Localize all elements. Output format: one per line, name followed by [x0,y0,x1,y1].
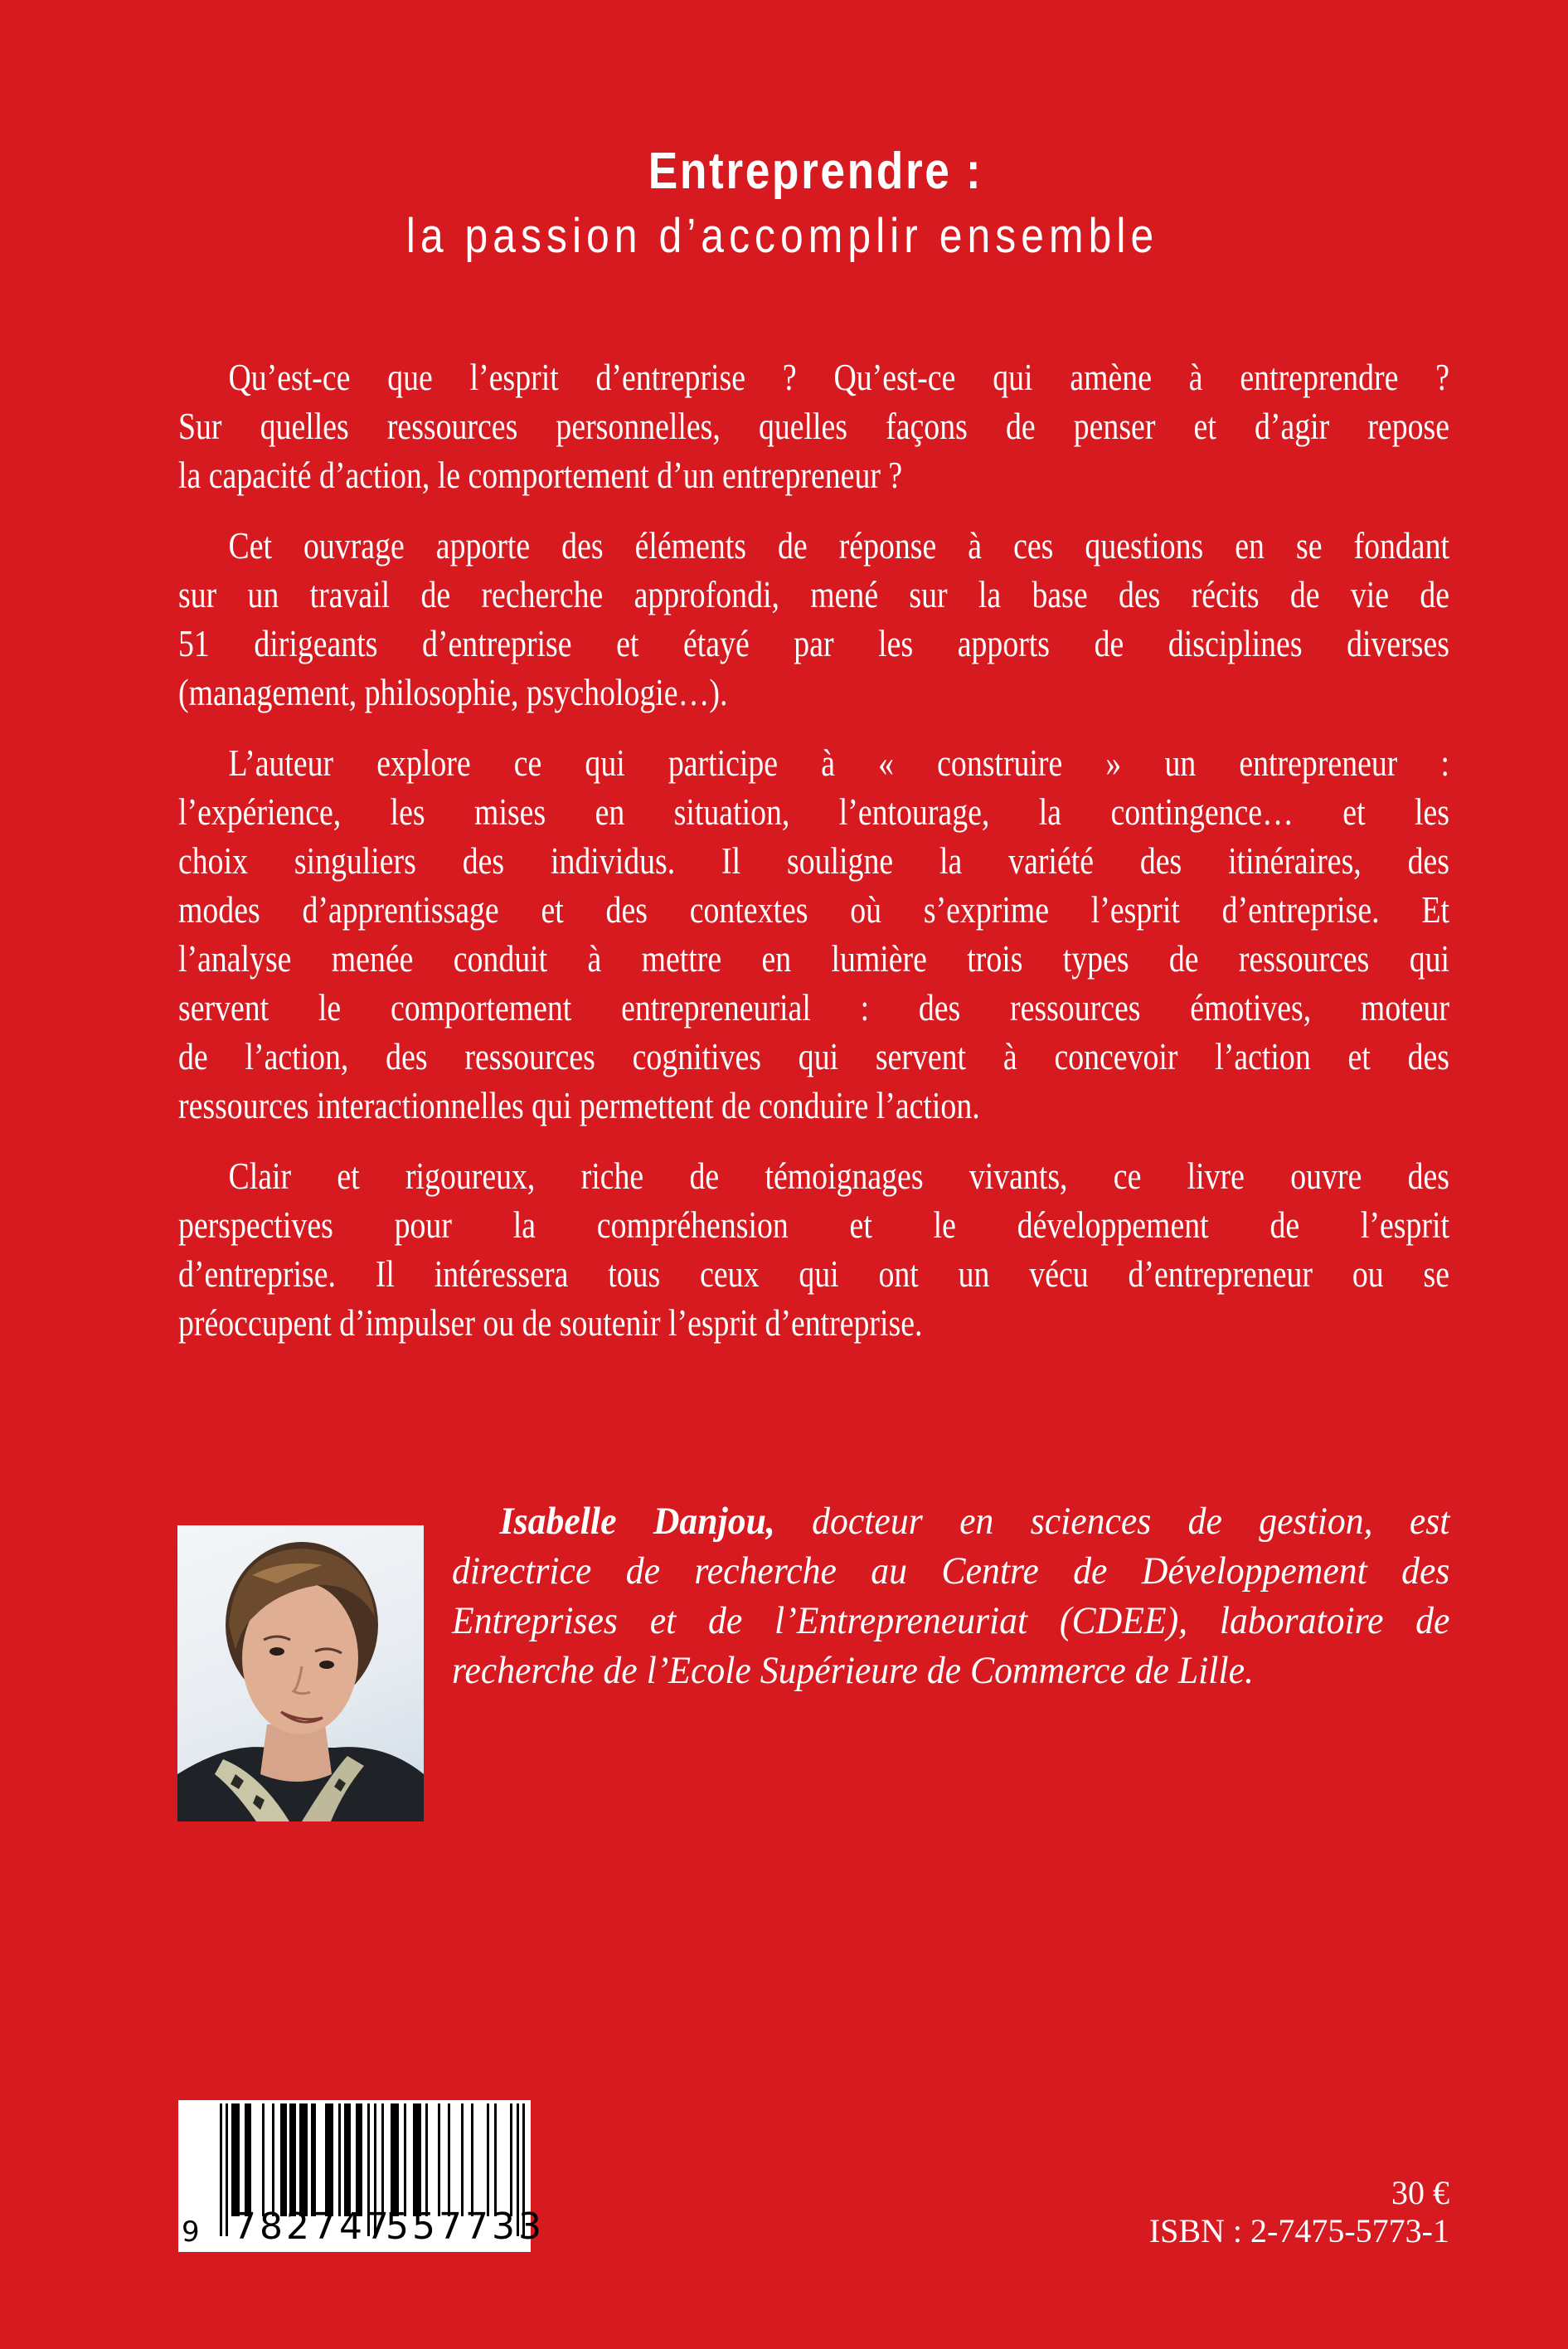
text-line: ressources interactionnelles qui permettent de conduire l’action. [178,1085,980,1126]
blurb-text [178,353,1449,1369]
text-line: L’auteur explore ce qui participe à « construire » un entrepreneur : [228,742,1450,784]
text-line: Cet ouvrage apporte des éléments de réponse à ces questions en se fondant [228,525,1450,567]
author-name: Isabelle Danjou, [499,1500,775,1543]
text-line: choix singuliers des individus. Il souligne la variété des itinéraires, des [178,840,1449,882]
text-line: Qu’est-ce que l’esprit d’entreprise ? Qu’est-ce qui amène à entreprendre ? [228,357,1450,398]
text-line: 51 dirigeants d’entreprise et étayé par les apports de disciplines diverses [178,623,1449,664]
text-line: modes d’apprentissage et des contextes où s’exprime l’esprit d’entreprise. Et [178,889,1449,931]
blurb-paragraph [178,739,1449,1131]
blurb-paragraph [178,1152,1449,1348]
text-line: servent le comportement entrepreneurial : des ressources émotives, moteur [178,987,1449,1029]
text-line: la capacité d’action, le comportement d’un entrepreneur ? [178,455,903,496]
author-photo [177,1525,424,1821]
text-line: Sur quelles ressources personnelles, quelles façons de penser et d’agir repose [178,406,1449,447]
text-line [452,1496,1449,1546]
blurb-paragraph [178,353,1449,500]
price-label: 30 € [1391,2174,1449,2211]
text-line: de l’action, des ressources cognitives qui servent à concevoir l’action et des [178,1036,1449,1077]
text-line: Clair et rigoureux, riche de témoignages vivants, ce livre ouvre des [228,1155,1450,1197]
text-line: directrice de recherche au Centre de Développement des [452,1549,1450,1593]
author-portrait-icon [177,1525,424,1821]
text-line: l’expérience, les mises en situation, l’entourage, la contingence… et les [178,791,1449,833]
barcode-digits [178,2206,545,2249]
isbn-barcode [178,2100,545,2252]
text-line: d’entreprise. Il intéressera tous ceux qui ont un vécu d’entrepreneur ou se [178,1253,1449,1295]
book-subtitle: la passion d’accomplir ensemble [405,209,1159,263]
author-bio [452,1496,1449,1695]
barcode-digits-left: 782747 [233,2206,392,2248]
text-line: sur un travail de recherche approfondi, mené sur la base des récits de vie de [178,574,1449,615]
book-title: Entreprendre : [648,143,983,200]
text-line: Entreprises et de l’Entrepreneuriat (CDEE), laboratoire de [452,1599,1450,1642]
barcode-digit-prefix: 9 [182,2215,200,2249]
text-line: (management, philosophie, psychologie…). [178,672,728,713]
isbn-label: ISBN : 2-7475-5773-1 [1148,2212,1449,2249]
author-bio-text: docteur en sciences de gestion, est [774,1500,1450,1543]
blurb-paragraph [178,522,1449,717]
text-line: recherche de l’Ecole Supérieure de Commerce de Lille. [452,1649,1254,1692]
text-line: l’analyse menée conduit à mettre en lumière trois types de ressources qui [178,938,1449,980]
barcode-digits-right: 557733 [386,2206,545,2248]
text-line: perspectives pour la compréhension et le développement de l’esprit [178,1204,1449,1246]
text-line: préoccupent d’impulser ou de soutenir l’esprit d’entreprise. [178,1302,923,1344]
